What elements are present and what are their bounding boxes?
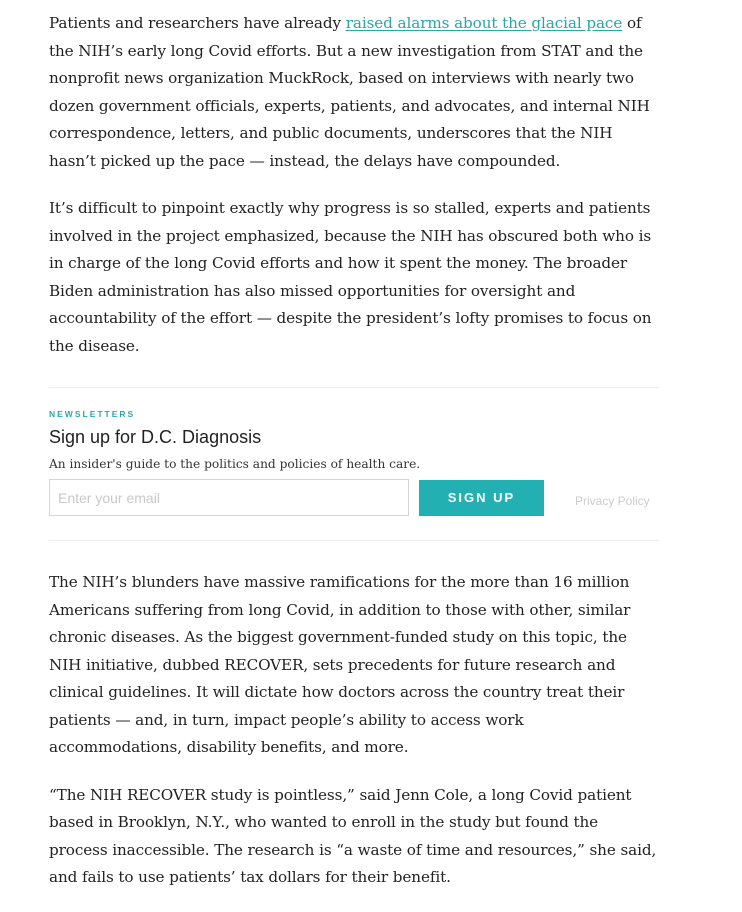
article-paragraph-4: “The NIH RECOVER study is pointless,” said Jenn Cole, a long Covid patient based in Brooklyn, N.Y., who wanted to enroll in the study but found the process inaccessible. The research is “a waste of time and resources,” she said, and fails to use patients’ tax dollars for their benefit. — [49, 785, 657, 886]
newsletter-eyebrow: NEWSLETTERS — [49, 409, 136, 419]
article-body — [49, 10, 661, 912]
sign-up-button[interactable]: SIGN UP — [419, 480, 544, 516]
article-paragraph-1 — [49, 10, 661, 175]
email-input[interactable] — [49, 479, 409, 516]
article-paragraph-2: It’s difficult to pinpoint exactly why progress is so stalled, experts and patients involved in the project emphasized, because the NIH has obscured both who is in charge of the long Covid efforts and how it spent the money. The broader Biden administration has also missed opportunities for oversight and accountability of the effort — despite the president’s lofty promises to focus on the disease. — [49, 199, 652, 355]
paragraph-text: Patients and researchers have already — [49, 14, 346, 32]
paragraph-text: of the NIH’s early long Covid efforts. But a new investigation from STAT and the nonprofit news organization MuckRock, based on interviews with nearly two dozen government officials, experts, patients, and advocates, and internal NIH correspondence, letters, and public documents, underscores that the NIH hasn’t picked up the pace — instead, the delays have compounded. — [49, 14, 650, 170]
glacial-pace-link[interactable]: raised alarms about the glacial pace — [345, 14, 623, 32]
article-paragraph-3: The NIH’s blunders have massive ramifications for the more than 16 million Americans suffering from long Covid, in addition to those with other, similar chronic diseases. As the biggest government-funded study on this topic, the NIH initiative, dubbed RECOVER, sets precedents for future research and clinical guidelines. It will dictate how doctors across the country treat their patients — and, in turn, impact people’s ability to access work accommodations, disability benefits, and more. — [49, 573, 631, 756]
privacy-policy-link[interactable]: Privacy Policy — [575, 493, 650, 508]
newsletter-signup — [49, 387, 659, 541]
newsletter-description: An insider's guide to the politics and policies of health care. — [49, 457, 421, 471]
newsletter-title: Sign up for D.C. Diagnosis — [49, 427, 262, 447]
newsletter-form — [49, 479, 659, 516]
